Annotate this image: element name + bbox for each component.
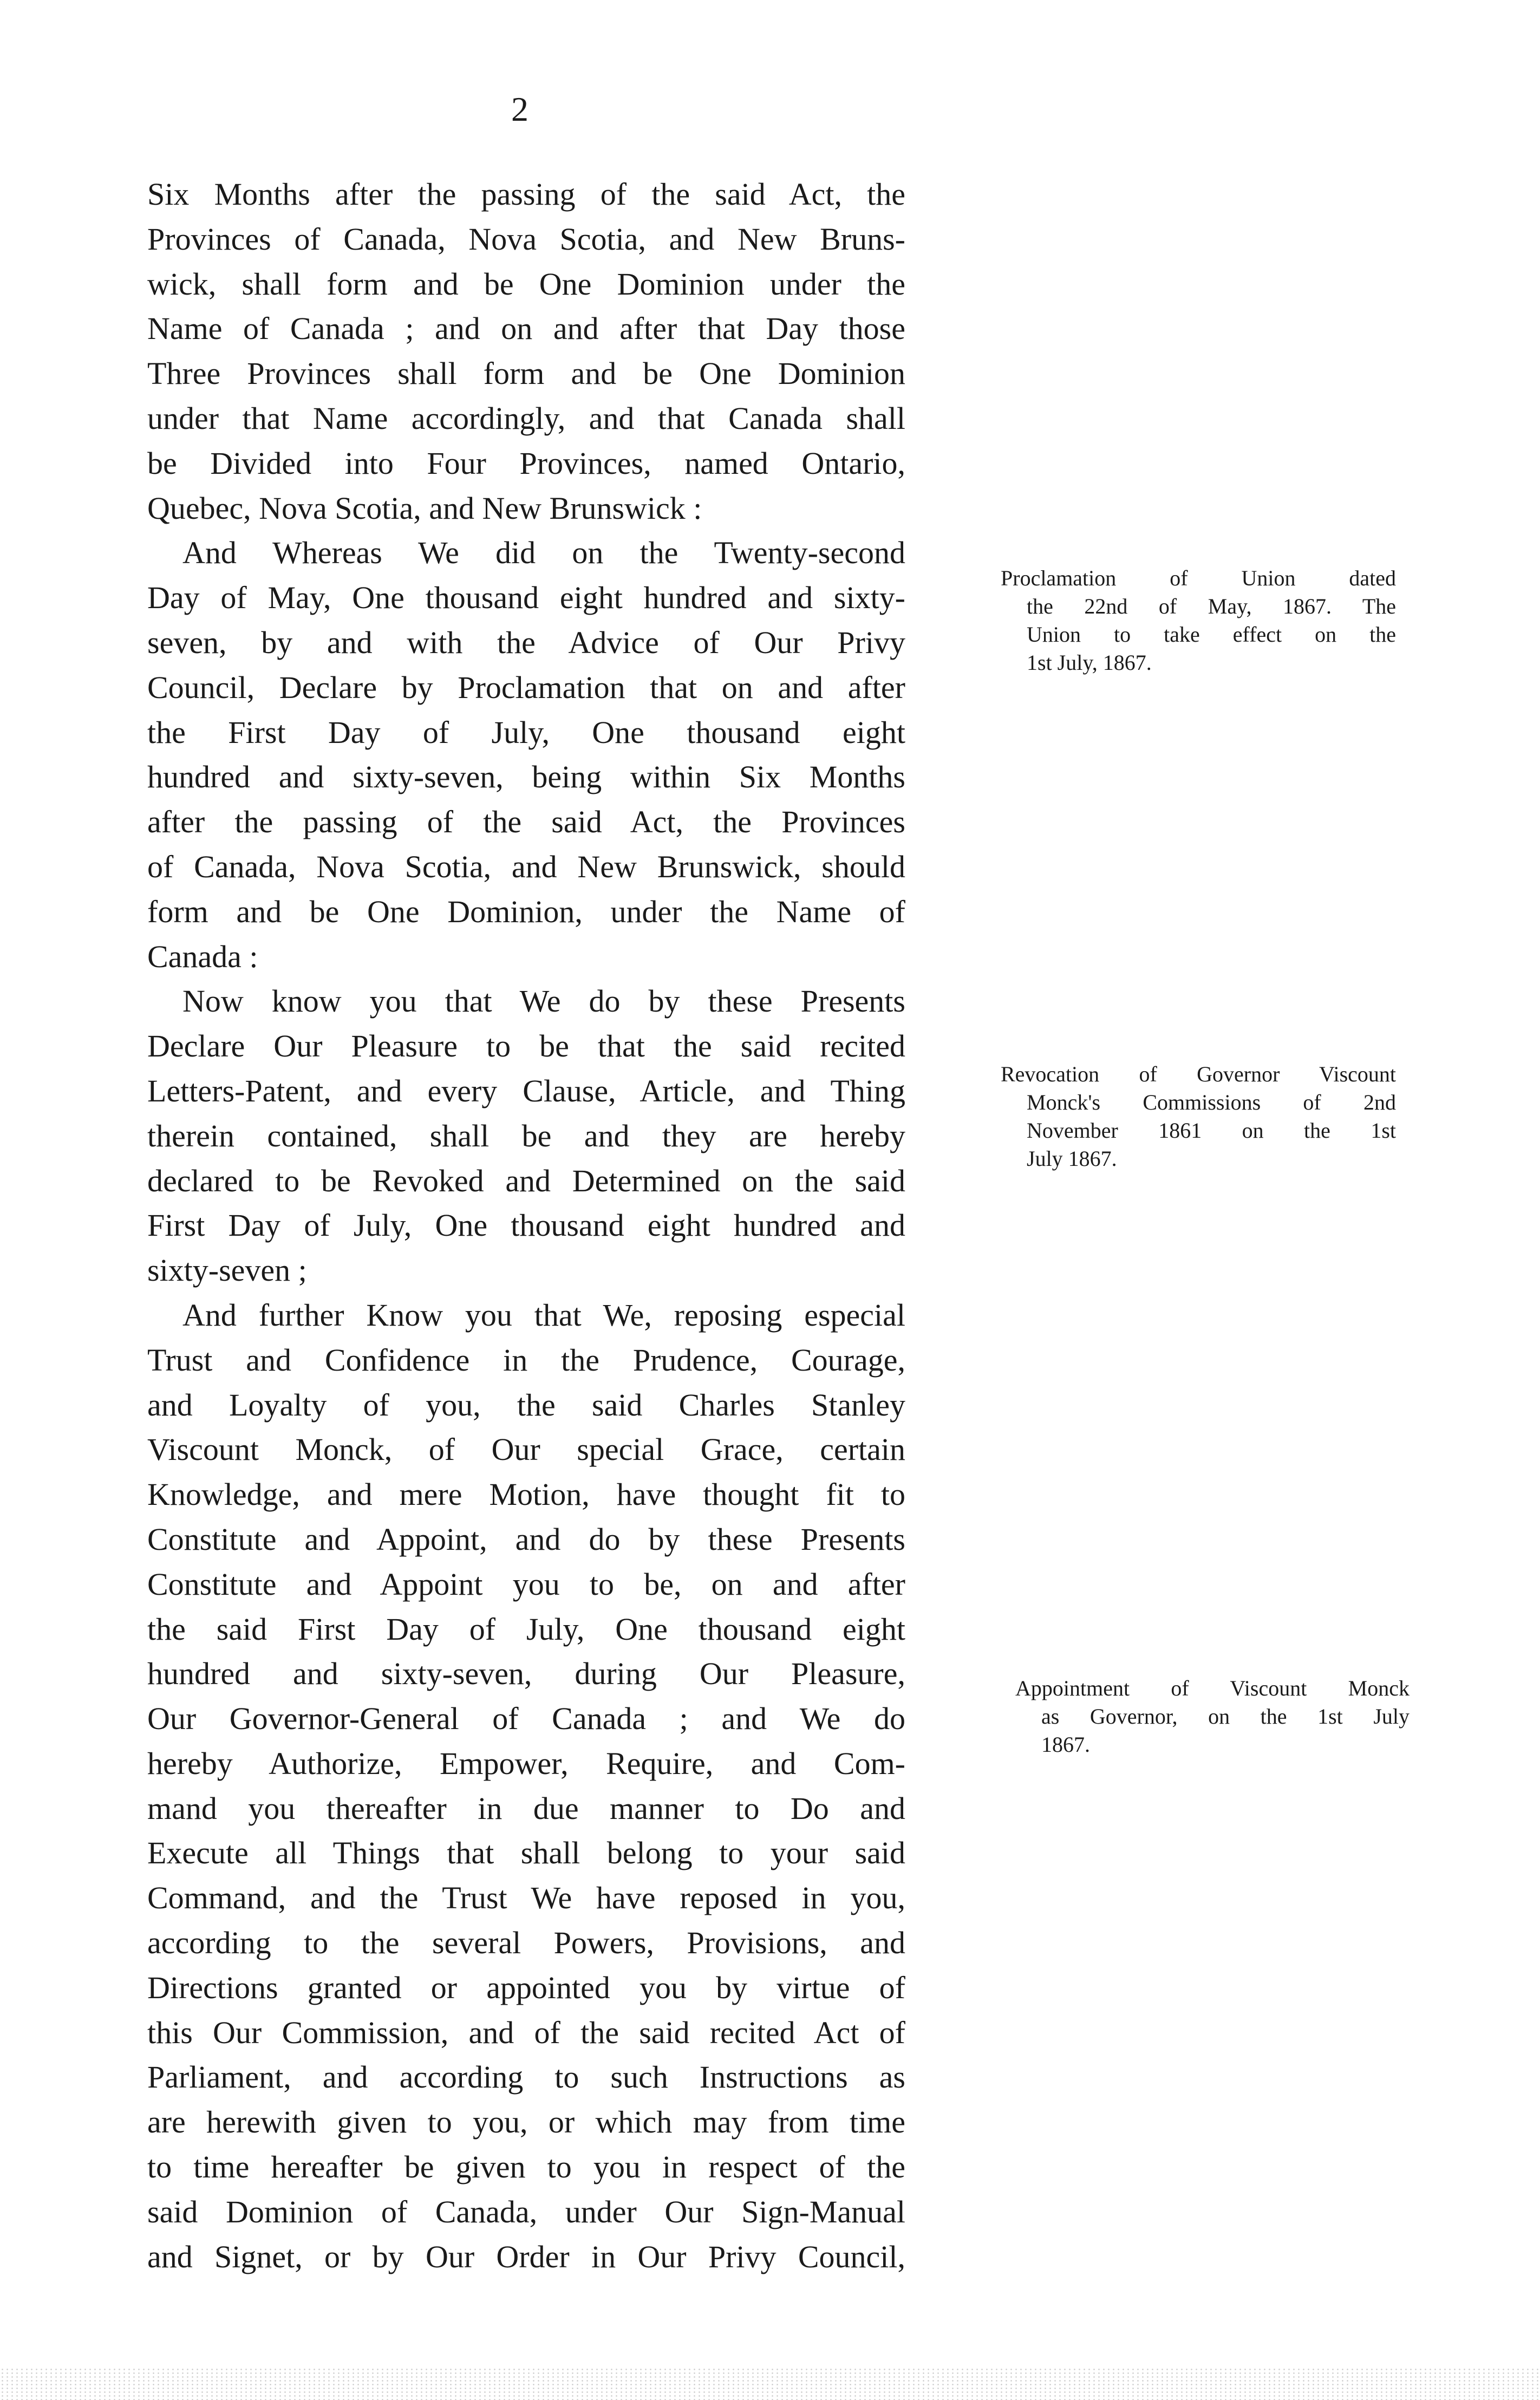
text-line: Declare Our Pleasure to be that the said recited [147,1028,905,1064]
text-line: the said First Day of July, One thousand eight [147,1611,905,1647]
text-line: Council, Declare by Proclamation that on and after [147,669,905,705]
text-line: Trust and Confidence in the Prudence, Courage, [147,1342,905,1378]
text-line: Canada : [147,938,258,974]
margin-note-line: Proclamation of Union dated [1001,566,1396,590]
margin-note-line: 1867. [1041,1732,1090,1757]
text-line: Provinces of Canada, Nova Scotia, and New Bruns- [147,221,905,257]
text-line: hundred and sixty-seven, being within Six Months [147,759,905,795]
margin-note-line: Appointment of Viscount Monck [1015,1676,1410,1700]
margin-note-line: as Governor, on the 1st July [1041,1704,1410,1729]
text-line: according to the several Powers, Provisions, and [147,1925,905,1961]
text-line: Directions granted or appointed you by virtue of [147,1969,905,2005]
text-line: be Divided into Four Provinces, named Ontario, [147,445,905,481]
text-line: Constitute and Appoint you to be, on and after [147,1566,905,1602]
margin-note-appointment [1015,1674,1410,1759]
text-line: form and be One Dominion, under the Name of [147,894,905,929]
margin-note-proclamation [1001,564,1396,677]
page-number: 2 [511,90,528,128]
text-line: are herewith given to you, or which may from time [147,2104,905,2140]
text-line: mand you thereafter in due manner to Do and [147,1790,905,1826]
margin-note-line: 1st July, 1867. [1027,650,1152,675]
margin-note-revocation [1001,1060,1396,1173]
text-line: declared to be Revoked and Determined on the said [147,1163,905,1198]
margin-note-line: Union to take effect on the [1027,622,1396,647]
text-line: Knowledge, and mere Motion, have thought fit to [147,1477,905,1512]
text-line: Execute all Things that shall belong to your said [147,1835,905,1871]
text-line: And further Know you that We, reposing especial [182,1297,905,1333]
text-line: sixty-seven ; [147,1253,307,1288]
text-line: hereby Authorize, Empower, Require, and Com- [147,1745,905,1781]
margin-note-line: the 22nd of May, 1867. The [1027,594,1396,618]
text-line: and Loyalty of you, the said Charles Stanley [147,1387,905,1423]
text-line: Constitute and Appoint, and do by these Presents [147,1521,905,1557]
margin-note-line: November 1861 on the 1st [1027,1118,1396,1143]
main-text [147,172,905,2279]
text-line: therein contained, shall be and they are hereby [147,1118,905,1153]
text-line: of Canada, Nova Scotia, and New Brunswick, should [147,849,905,884]
text-line: under that Name accordingly, and that Canada shall [147,400,905,436]
text-line: the First Day of July, One thousand eight [147,714,905,750]
text-line: Parliament, and according to such Instructions as [147,2059,905,2095]
scan-noise-strip [0,2368,1540,2400]
text-line: to time hereafter be given to you in respect of the [147,2149,905,2185]
text-line: Command, and the Trust We have reposed in you, [147,1880,905,1916]
text-line: said Dominion of Canada, under Our Sign-Manual [147,2194,905,2229]
margin-note-line: Monck's Commissions of 2nd [1027,1090,1396,1114]
text-line: seven, by and with the Advice of Our Privy [147,624,905,660]
text-line: Quebec, Nova Scotia, and New Brunswick : [147,490,702,526]
text-line: Our Governor-General of Canada ; and We do [147,1701,905,1737]
text-line: this Our Commission, and of the said recited Act of [147,2014,905,2050]
text-line: First Day of July, One thousand eight hundred and [147,1208,905,1243]
text-line: Name of Canada ; and on and after that Day those [147,311,905,347]
text-line: And Whereas We did on the Twenty-second [182,535,905,571]
text-line: Three Provinces shall form and be One Dominion [147,356,905,392]
text-line: Six Months after the passing of the said Act, the [147,177,905,212]
text-line: Letters-Patent, and every Clause, Article, and Thing [147,1073,905,1108]
text-line: hundred and sixty-seven, during Our Pleasure, [147,1656,905,1692]
text-line: and Signet, or by Our Order in Our Privy Council, [147,2239,905,2274]
text-line: after the passing of the said Act, the Provinces [147,804,905,840]
text-line: Viscount Monck, of Our special Grace, certain [147,1432,905,1468]
text-line: Now know you that We do by these Presents [182,983,905,1019]
text-line: wick, shall form and be One Dominion under the [147,266,905,302]
margin-note-line: July 1867. [1027,1146,1117,1171]
margin-note-line: Revocation of Governor Viscount [1001,1062,1396,1086]
text-line: Day of May, One thousand eight hundred and sixty- [147,580,905,616]
